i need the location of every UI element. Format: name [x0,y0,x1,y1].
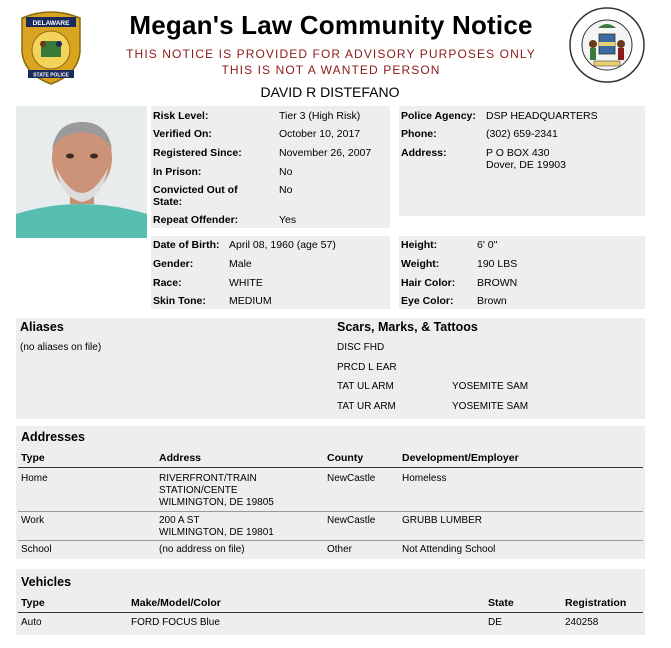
vehicle-col-make: Make/Model/Color [131,597,221,609]
col-county: County [327,452,364,464]
aliases-empty: (no aliases on file) [20,342,102,353]
delaware-state-police-badge-icon [16,8,86,86]
hair-color-label: Hair Color: [401,277,456,289]
verified-on-label: Verified On: [153,128,212,140]
vehicle-make: FORD FOCUS Blue [131,617,220,628]
verified-on-value: October 10, 2017 [279,128,361,140]
skin-tone-value: MEDIUM [229,295,272,307]
vehicle-table-divider [18,612,643,613]
mark-code: TAT UL ARM [337,381,394,392]
in-prison-label: In Prison: [153,166,202,178]
row-divider [18,540,643,541]
address-employer: Homeless [402,473,447,484]
not-wanted-notice: THIS IS NOT A WANTED PERSON [221,63,441,77]
marks-title: Scars, Marks, & Tattoos [337,320,478,334]
weight-label: Weight: [401,258,440,270]
address-line: 200 A ST [159,515,200,526]
registered-since-value: November 26, 2007 [279,147,372,159]
address-employer: Not Attending School [402,544,496,555]
page-title: Megan's Law Community Notice [129,10,533,40]
state-seal [568,6,646,84]
dob-value: April 08, 1960 (age 57) [229,239,336,251]
weight-value: 190 LBS [477,258,518,270]
agency-address-line2: Dover, DE 19903 [486,159,566,171]
address-type: Work [21,515,45,526]
vehicle-col-state: State [488,597,514,609]
eye-color-value: Brown [477,295,507,307]
vehicles-title: Vehicles [21,575,72,589]
aliases-title: Aliases [20,320,64,334]
police-agency-value: DSP HEADQUARTERS [486,110,598,122]
mark-code: DISC FHD [337,342,385,353]
agency-address-line1: P O BOX 430 [486,147,550,159]
col-address: Address [159,452,202,464]
repeat-offender-label: Repeat Offender: [153,214,239,226]
svg-text:STATE POLICE: STATE POLICE [33,72,69,79]
svg-text:DELAWARE: DELAWARE [32,20,70,27]
address-type: Home [21,473,48,484]
vehicles-panel [16,569,645,635]
aliases-marks-panel [16,318,645,419]
state-police-badge [16,8,86,86]
address-line: WILMINGTON, DE 19801 [159,527,274,538]
race-value: WHITE [229,277,263,289]
mugshot-photo [16,106,147,238]
col-employer: Development/Employer [402,452,519,464]
address-employer: GRUBB LUMBER [402,515,483,526]
vehicle-state: DE [488,617,502,628]
height-value: 6' 0" [477,239,498,251]
vehicle-registration: 240258 [565,617,599,628]
mark-description: YOSEMITE SAM [452,381,529,392]
convicted-out-of-state-value: No [279,184,293,196]
eye-color-label: Eye Color: [401,295,454,307]
address-line: (no address on file) [159,544,245,555]
address-type: School [21,544,52,555]
in-prison-value: No [279,166,293,178]
address-county: NewCastle [327,473,376,484]
gender-value: Male [229,258,252,270]
mark-code: PRCD L EAR [337,362,397,373]
advisory-notice: THIS NOTICE IS PROVIDED FOR ADVISORY PURPOSES ONLY [126,47,536,61]
great-seal-of-delaware-icon [568,6,646,84]
police-agency-label: Police Agency: [401,110,476,122]
row-divider [18,511,643,512]
address-county: NewCastle [327,515,376,526]
address-county: Other [327,544,353,555]
addresses-title: Addresses [21,430,85,444]
repeat-offender-value: Yes [279,214,297,226]
mark-description: YOSEMITE SAM [452,401,529,412]
mark-code: TAT UR ARM [337,401,396,412]
vehicle-col-type: Type [21,597,45,609]
vehicle-type: Auto [21,617,42,628]
convicted-out-of-state-label: Convicted Out of State: [153,184,238,208]
dob-label: Date of Birth: [153,239,220,251]
address-line: STATION/CENTE [159,485,238,496]
registered-since-label: Registered Since: [153,147,242,159]
offender-name: DAVID R DISTEFANO [260,84,400,100]
vehicle-col-registration: Registration [565,597,627,609]
col-type: Type [21,452,45,464]
risk-level-label: Risk Level: [153,110,209,122]
height-label: Height: [401,239,438,251]
address-line: WILMINGTON, DE 19805 [159,497,274,508]
gender-label: Gender: [153,258,194,270]
agency-address-label: Address: [401,147,447,159]
race-label: Race: [153,277,182,289]
hair-color-value: BROWN [477,277,518,289]
phone-label: Phone: [401,128,437,140]
address-line: RIVERFRONT/TRAIN [159,473,257,484]
table-divider [18,467,643,468]
phone-value: (302) 659-2341 [486,128,558,140]
risk-level-value: Tier 3 (High Risk) [279,110,361,122]
skin-tone-label: Skin Tone: [153,295,206,307]
